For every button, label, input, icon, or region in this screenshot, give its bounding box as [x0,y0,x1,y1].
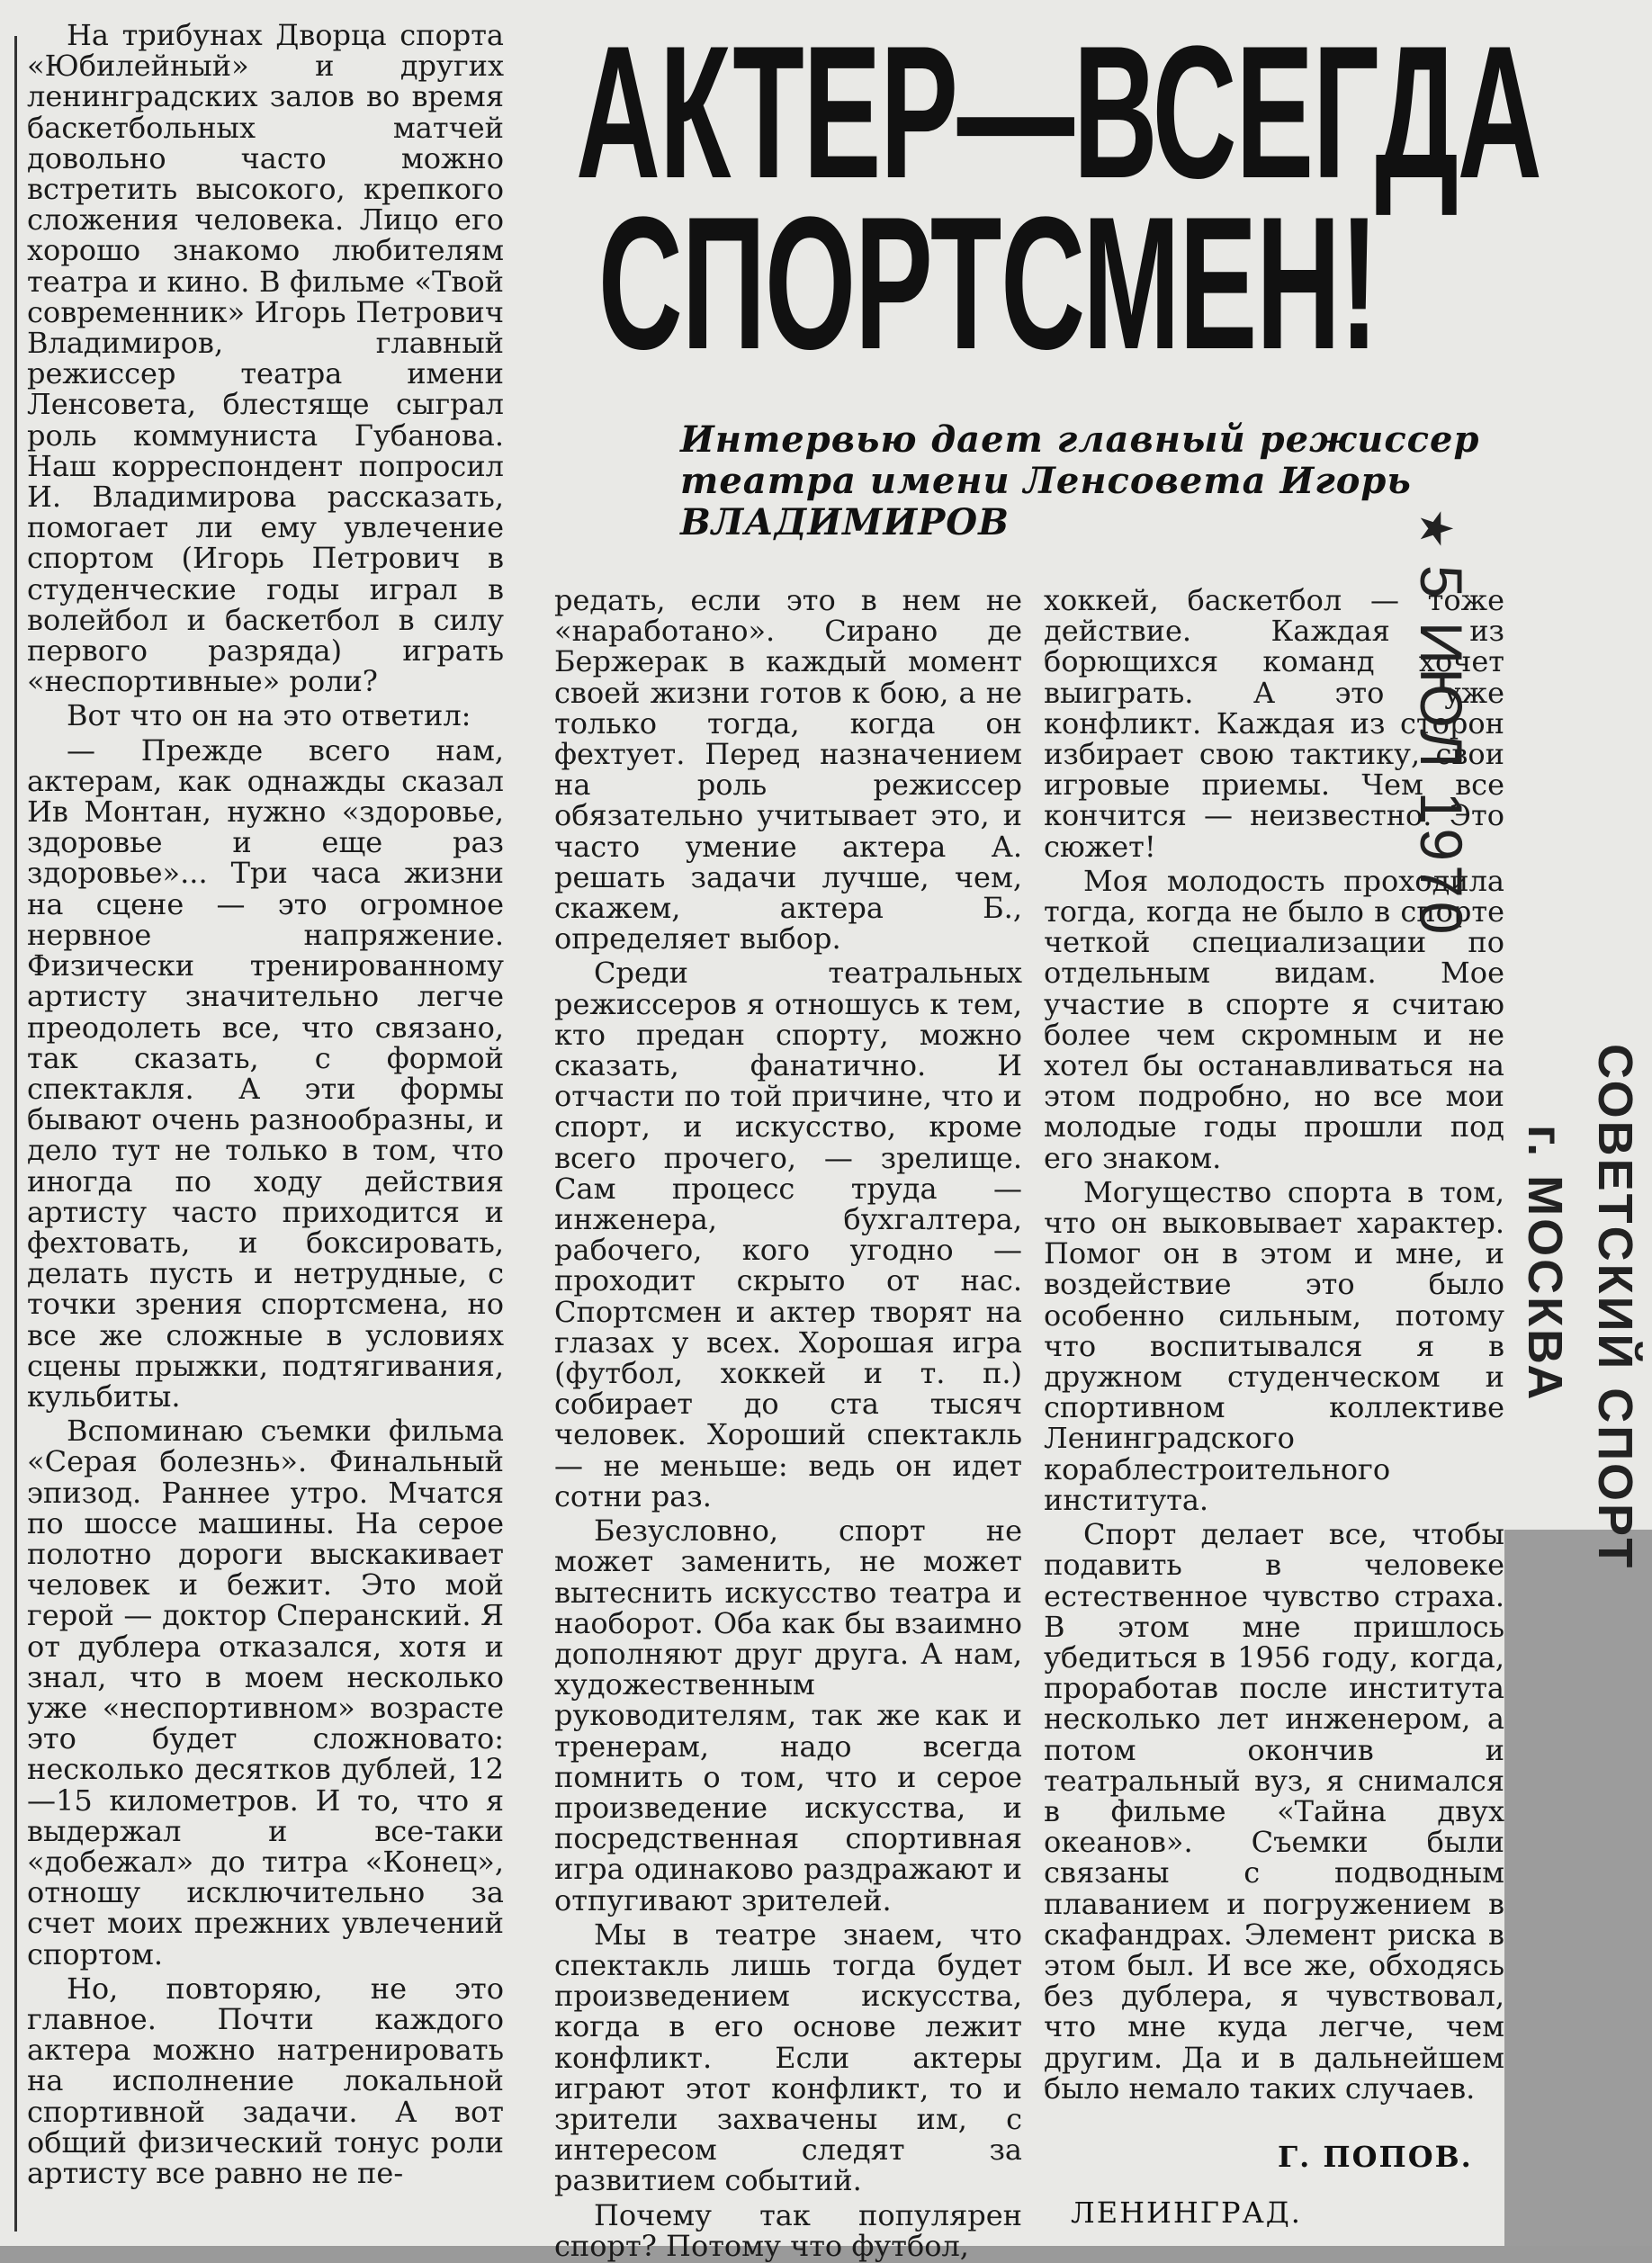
date-stamp-text: 5 ИЮЛ 1970 [1408,564,1475,938]
paragraph: Спорт делает все, чтобы подавить в человеке естественное чувство страха. В этом мне пришлось убедиться в 1956 году, когда, проработав после института несколько лет инженером, а потом окончив и театральный вуз, я снимался в фильме «Тайна двух океанов». Съемки были связаны с подводным плаванием и погружением в скафандрах. Элемент риска в этом был. И все же, обходясь без дублера, я чувствовал, что мне куда легче, чем другим. Да и в дальнейшем было немало таких случаев. [1044,1517,1504,2106]
article-column-2 [554,585,1022,2261]
newspaper-stamp: СОВЕТСКИЙ СПОРТ [1588,1044,1642,1571]
city-byline: ЛЕНИНГРАД. [1071,2196,1302,2230]
star-icon: ★ [1411,508,1461,552]
paragraph: Но, повторяю, не это главное. Почти каждого актера можно натренировать на исполнение локальной спортивной задачи. А вот общий физический тонус роли артисту все равно не пе- [27,1971,504,2191]
paragraph: Моя молодость проходила тогда, когда не было в спорте четкой специализации по отдельным видам. Мое участие в спорте я считаю более чем скромным и не хотел бы останавливаться на этом подробно, но все мои молодые годы прошли под его знаком. [1044,863,1504,1175]
paragraph: Почему так популярен спорт? Потому что футбол, [554,2197,1022,2263]
paragraph: хоккей, баскетбол — тоже действие. Каждая из борющихся команд хочет выиграть. А это уже конфликт. Каждая из сторон избирает свою тактику, свои игровые приемы. Чем все кончится — неизвестно. Это сюжет! [1044,583,1504,864]
date-stamp [1408,508,1476,976]
paragraph: Вот что он на это ответил: [67,698,471,733]
paragraph: редать, если это в нем не «наработано». Сирано де Бержерак в каждый момент своей жизни готов к бою, а не только тогда, когда он фехтует. Перед назначением на роль режиссер обязательно учитывает это, и часто умение актера А. решать задачи лучше, чем, скажем, актера Б., определяет выбор. [554,583,1022,956]
paragraph: Могущество спорта в том, что он выковывает характер. Помог он в этом и мне, и воздействие это было особенно сильным, потому что воспитывался я в дружном студенческом и спортивном коллективе Ленинградского кораблестроительного института. [1044,1174,1504,1517]
paragraph: Мы в театре знаем, что спектакль лишь тогда будет произведением искусства, когда в его основе лежит конфликт. Если актеры играют этот конфликт, то и зрители захвачены им, с интересом следят за развитием событий. [554,1917,1022,2198]
headline-line-1: АКТЕР—ВСЕГДА [576,6,1541,218]
subheadline: Интервью дает главный режиссер театра имени Ленсовета Игорь ВЛАДИМИРОВ [680,418,1480,543]
paragraph: Вспоминаю съемки фильма «Серая болезнь». Финальный эпизод. Раннее утро. Мчатся по шоссе машины. На серое полотно дороги выскакивает человек и бежит. Это мой герой — доктор Сперанский. Я от дублера отказался, хотя и знал, что в моем несколько уже «неспортивном» возрасте это будет сложновато: несколько десятков дублей, 12—15 километров. И то, что я выдержал и все-таки «добежал» до титра «Конец», отношу исключительно за счет моих прежних увлечений спортом. [27,1414,504,1971]
author-byline: Г. ПОПОВ. [1278,2140,1473,2174]
paragraph: Безусловно, спорт не может заменить, не может вытеснить искусство театра и наоборот. Оба как бы взаимно дополняют друг друга. А нам, художественным руководителям, так же как и тренерам, надо всегда помнить о том, что и серое произведение искусства, и посредственная спортивная игра одинаково раздражают и отпугивают зрителей. [554,1513,1022,1917]
column-rule [14,36,17,2232]
paragraph: На трибунах Дворца спорта «Юбилейный» и других ленинградских залов во время баскетбольных матчей довольно часто можно встретить высокого, крепкого сложения человека. Лицо его хорошо знакомо любителям театра и кино. В фильме «Твой современник» Игорь Петрович Владимиров, главный режиссер театра имени Ленсовета, блестяще сыграл роль коммуниста Губанова. Наш корреспондент попросил И. Владимирова рассказать, помогает ли ему увлечение спортом (Игорь Петрович в студенческие годы играл в волейбол и баскетбол в силу первого разряда) играть «неспортивные» роли? [27,18,504,699]
paragraph: — Прежде всего нам, актерам, как однажды сказал Ив Монтан, нужно «здоровье, здоровье и еще раз здоровье»... Три часа жизни на сцене — это огромное нервное напряжение. Физически тренированному артисту значительно легче преодолеть все, что связано, так сказать, с формой спектакля. А эти формы бывают очень разнообразны, и дело тут не только в том, что иногда по ходу действия артисту часто приходится и фехтовать, и боксировать, делать пусть и нетрудные, с точки зрения спортсмена, но все же сложные в условиях сцены прыжки, подтягивания, кульбиты. [27,732,504,1414]
headline [576,6,1541,389]
headline-line-2: СПОРТСМЕН! [597,177,1378,389]
paragraph: Среди театральных режиссеров я отношусь к тем, кто предан спорту, можно сказать, фанатично. И отчасти по той причине, что и спорт, и искусство, кроме всего прочего, — зрелище. Сам процесс труда — инженера, бухгалтера, рабочего, кого угодно — проходит скрыто от нас. Спортсмен и актер творят на глазах у всех. Хорошая игра (футбол, хоккей и т. п.) собирает до ста тысяч человек. Хороший спектакль — не меньше: ведь он идет сотни раз. [554,956,1022,1513]
article-column-1 [27,16,504,2191]
city-stamp: г. МОСКВА [1518,1125,1572,1403]
